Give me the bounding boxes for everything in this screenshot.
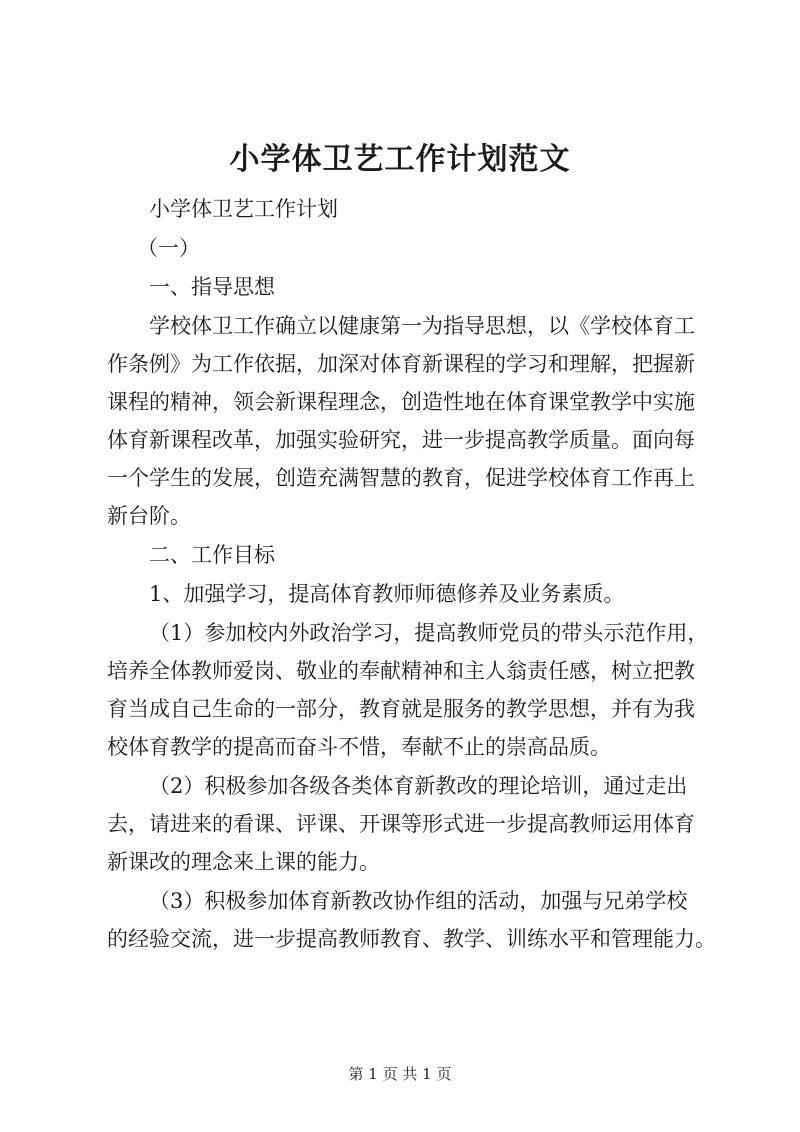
section-heading-2: 二、工作目标	[149, 543, 275, 567]
text-line: 校体育教学的提高而奋斗不惜，奉献不止的崇高品质。	[107, 735, 611, 759]
text-line: （1）参加校内外政治学习，提高教师党员的带头示范作用，	[149, 621, 709, 645]
text-line: 育当成自己生命的一部分，教育就是服务的教学思想，并有为我	[107, 697, 695, 721]
text-line: （2）积极参加各级各类体育新教改的理论培训，通过走出	[149, 774, 688, 798]
text-line: 新课改的理念来上课的能力。	[107, 850, 380, 874]
document-body	[107, 190, 716, 959]
section-1-paragraph	[107, 307, 705, 535]
text-line: 作条例》为工作依据，加深对体育新课程的学习和理解，把握新	[107, 352, 695, 376]
item-1: 1、加强学习，提高体育教师师德修养及业务素质。	[149, 582, 625, 606]
text-line: 的经验交流，进一步提高教师教育、教学、训练水平和管理能力。	[107, 927, 716, 951]
sub-item-3	[107, 882, 716, 958]
sub-item-2	[107, 767, 705, 881]
text-line: 一个学生的发展，创造充满智慧的教育，促进学校体育工作再上	[107, 466, 695, 490]
subtitle: 小学体卫艺工作计划	[149, 197, 338, 221]
page-footer: 第 1 页 共 1 页	[348, 1065, 452, 1083]
text-line: 课程的精神，领会新课程理念，创造性地在体育课堂教学中实施	[107, 390, 695, 414]
section-heading-1: 一、指导思想	[149, 275, 275, 299]
text-line: 培养全体教师爱岗、敬业的奉献精神和主人翁责任感，树立把教	[107, 659, 695, 683]
text-line: 新台阶。	[107, 504, 191, 528]
part-label: （一）	[137, 236, 200, 260]
text-line: 体育新课程改革，加强实验研究，进一步提高教学质量。面向每	[107, 428, 695, 452]
text-line: 学校体卫工作确立以健康第一为指导思想，以《学校体育工	[149, 314, 695, 338]
text-line: 去，请进来的看课、评课、开课等形式进一步提高教师运用体育	[107, 812, 695, 836]
text-line: （3）积极参加体育新教改协作组的活动，加强与兄弟学校	[149, 889, 688, 913]
document-title: 小学体卫艺工作计划范文	[229, 142, 571, 177]
sub-item-1	[107, 614, 709, 766]
